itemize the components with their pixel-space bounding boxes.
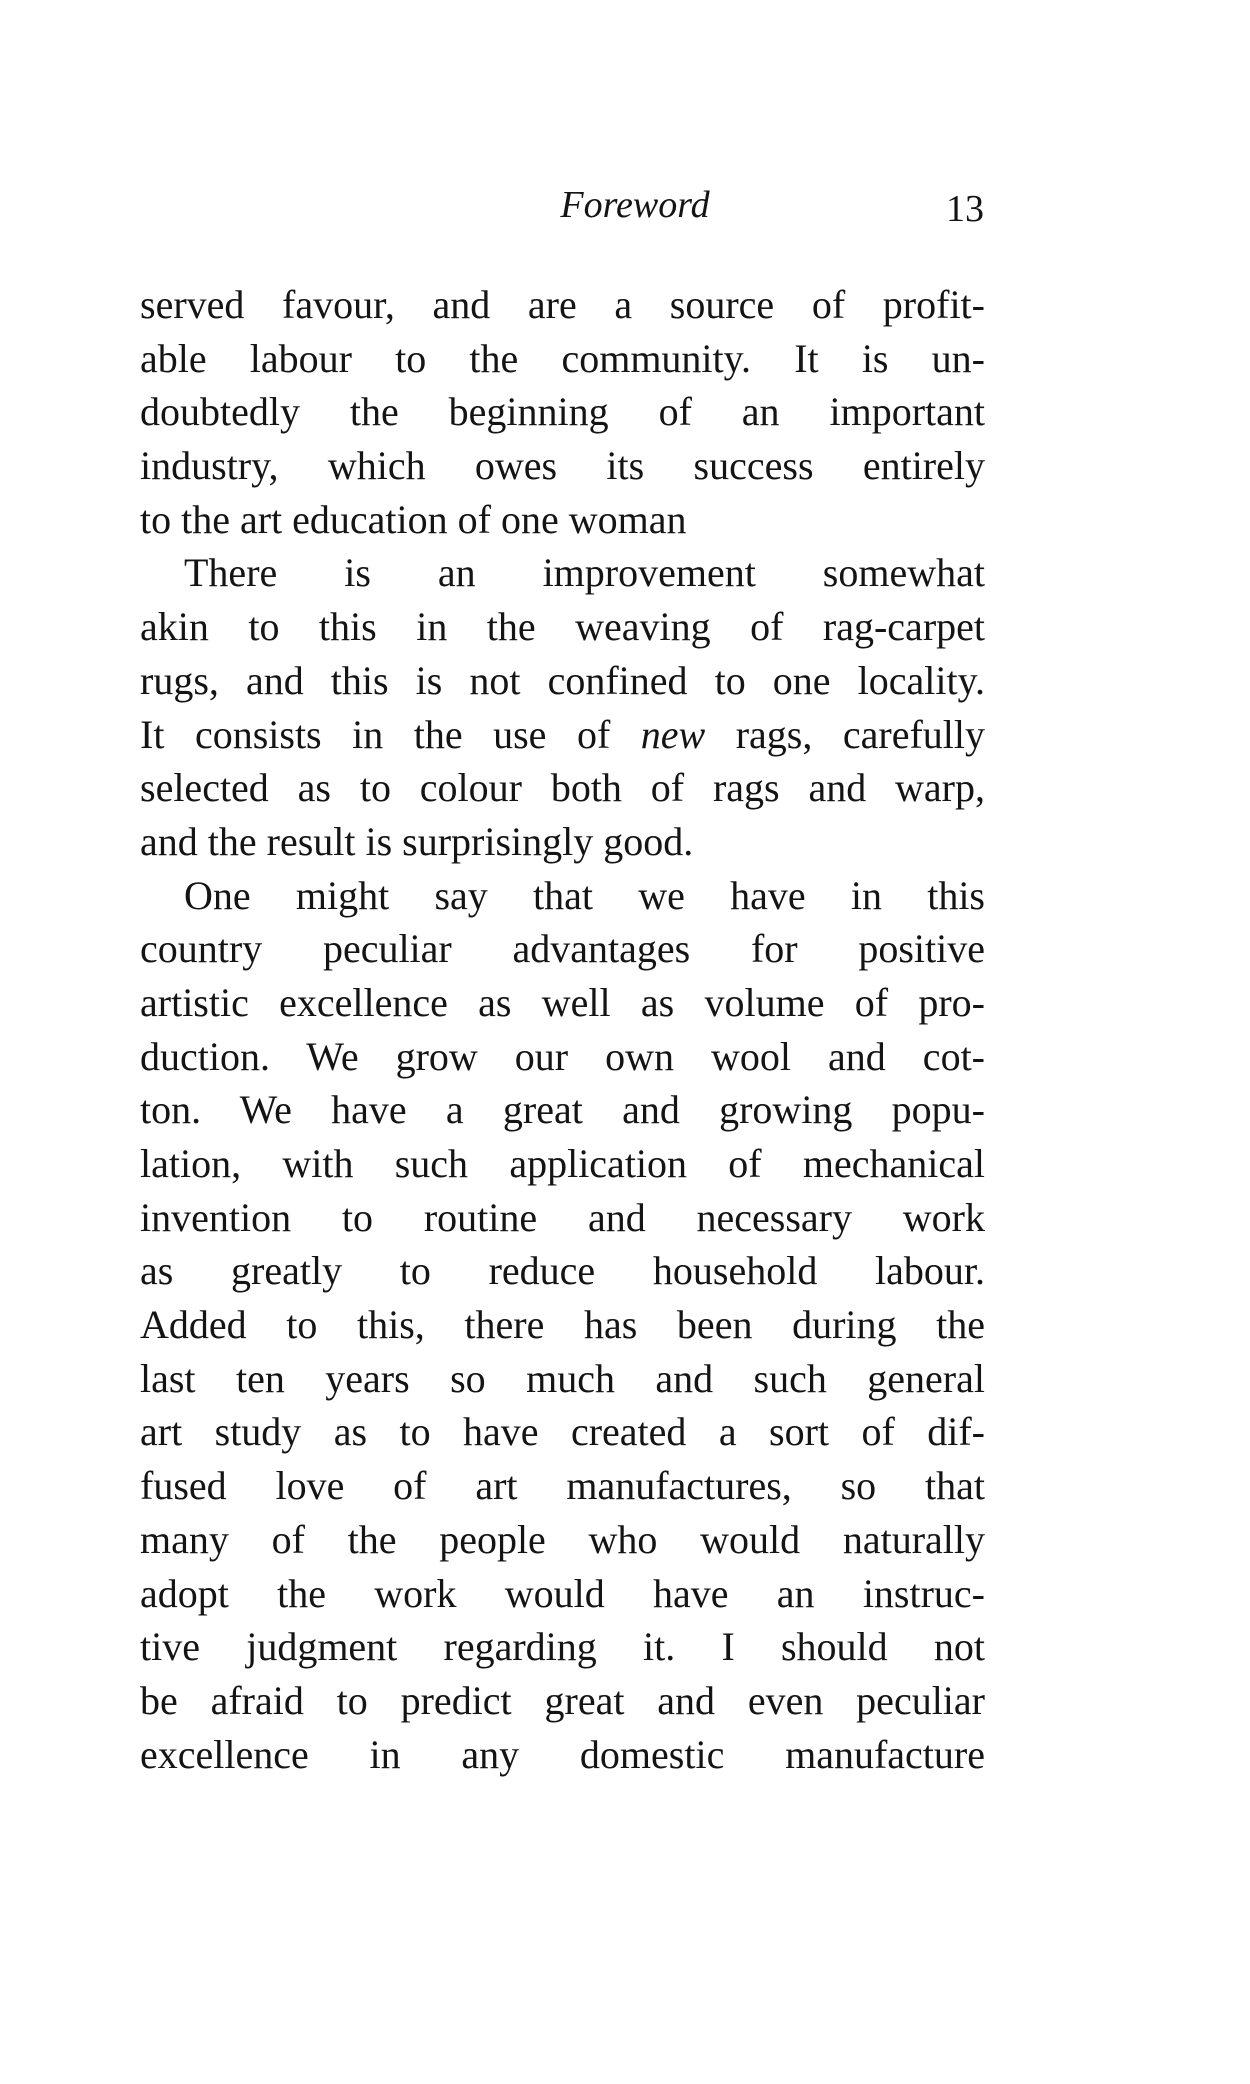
text-line: artistic excellence as well as volume of pro- xyxy=(140,979,985,1025)
text-line: akin to this in the weaving of rag-carpet xyxy=(140,604,985,650)
text-line: adopt the work would have an instruc- xyxy=(140,1570,985,1616)
text-line: excellence in any domestic manufacture xyxy=(140,1731,985,1777)
body-text xyxy=(140,278,985,1781)
text-line: as greatly to reduce household labour. xyxy=(140,1248,985,1294)
text-line: served favour, and are a source of profit- xyxy=(140,282,985,327)
text-line: fused love of art manufactures, so that xyxy=(140,1463,985,1509)
italic-word: new xyxy=(640,711,706,757)
text-line: lation, with such application of mechanical xyxy=(140,1141,985,1186)
text-line: art study as to have created a sort of dif- xyxy=(140,1409,985,1455)
text-line: industry, which owes its success entirely xyxy=(140,443,985,489)
text-line: and the result is surprisingly good. xyxy=(140,818,694,864)
text-segment: It consists in the use of xyxy=(140,711,641,757)
text-line: tive judgment regarding it. I should not xyxy=(140,1624,985,1670)
running-head xyxy=(0,183,1250,233)
chapter-title: Foreword xyxy=(560,184,710,226)
text-line: country peculiar advantages for positive xyxy=(140,926,985,972)
text-line: duction. We grow our own wool and cot- xyxy=(140,1033,985,1079)
text-line: last ten years so much and such general xyxy=(140,1355,985,1401)
text-line: doubtedly the beginning of an important xyxy=(140,389,985,435)
paragraph-start-line: There is an improvement somewhat xyxy=(184,550,985,596)
text-line: to the art education of one woman xyxy=(140,496,687,542)
text-line: rugs, and this is not confined to one locality. xyxy=(140,657,985,703)
text-line xyxy=(140,708,985,762)
text-line: selected as to colour both of rags and warp, xyxy=(140,765,985,811)
page-number: 13 xyxy=(946,188,984,230)
text-line: many of the people who would naturally xyxy=(140,1516,985,1562)
text-line: able labour to the community. It is un- xyxy=(140,335,985,381)
text-segment: rags, carefully xyxy=(705,711,985,757)
paragraph-start-line: One might say that we have in this xyxy=(184,872,985,918)
text-line: be afraid to predict great and even peculiar xyxy=(140,1677,985,1723)
text-line: invention to routine and necessary work xyxy=(140,1194,985,1240)
text-line: ton. We have a great and growing popu- xyxy=(140,1087,985,1133)
text-line: Added to this, there has been during the xyxy=(140,1302,985,1348)
